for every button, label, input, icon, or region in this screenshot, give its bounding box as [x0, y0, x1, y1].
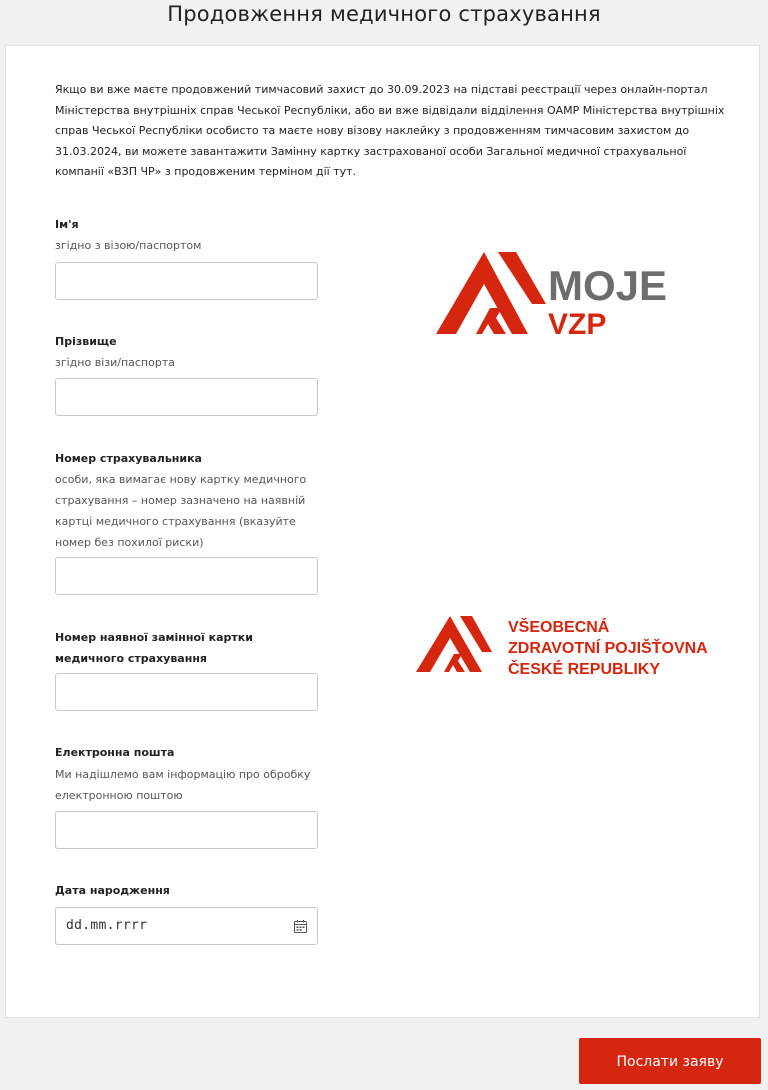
calendar-icon[interactable] [294, 920, 307, 933]
insured-number-hint: особи, яка вимагає нову картку медичного страхування – номер зазначено на наявній картці медичного страхування (вказуйте номер без похилої риски) [55, 473, 307, 549]
vzp-cr-mark-icon [416, 616, 492, 672]
intro-text: Якщо ви вже маєте продовжений тимчасовий захист до 30.09.2023 на підставі реєстрації через онлайн-портал Міністерства внутрішніх справ Чеської Республіки, або ви вже відвідали відділення ОАМР Міністерства внутрішніх справ Чеської Республіки особисто та маєте нову візову наклейку з продовженням тимчасовим захистом до 31.03.2024, ви можете завантажити Замінну картку застрахованої особи Загальної медичної страхувальної компанії «ВЗП ЧР» з продовженим терміном дії тут. [55, 83, 725, 178]
vzp-mark-icon [436, 252, 546, 334]
card-number-label: Номер наявної замінної картки медичного страхування [55, 631, 253, 665]
last-name-label: Прізвище [55, 335, 117, 348]
email-hint: Ми надішлемо вам інформацію про обробку електронною поштою [55, 768, 311, 802]
birth-date-input[interactable] [55, 907, 318, 945]
vzp-cr-logo [416, 614, 736, 676]
birth-date-placeholder: dd.mm.rrrr [66, 918, 148, 933]
vzp-cr-line2: ZDRAVOTNÍ POJIŠŤOVNA [508, 640, 708, 657]
page-title: Продовження медичного страхування [167, 2, 601, 26]
insured-number-label: Номер страхувальника [55, 452, 202, 465]
moje-vzp-logo [436, 250, 676, 338]
vzp-text: VZP [548, 308, 607, 338]
last-name-input[interactable] [55, 378, 318, 416]
vzp-cr-line1: VŠEOBECNÁ [508, 619, 610, 636]
insured-number-input[interactable] [55, 557, 318, 595]
submit-button[interactable]: Послати заяву [579, 1038, 761, 1084]
first-name-label: Ім'я [55, 218, 79, 231]
email-label: Електронна пошта [55, 746, 175, 759]
email-input[interactable] [55, 811, 318, 849]
last-name-hint: згідно візи/паспорта [55, 356, 175, 369]
first-name-input[interactable] [55, 262, 318, 300]
moje-text: MOJE [548, 262, 668, 309]
form-card [5, 45, 760, 1018]
vzp-cr-line3: ČESKÉ REPUBLIKY [508, 661, 661, 676]
card-number-input[interactable] [55, 673, 318, 711]
birth-date-label: Дата народження [55, 884, 170, 897]
first-name-hint: згідно з візою/паспортом [55, 239, 202, 252]
